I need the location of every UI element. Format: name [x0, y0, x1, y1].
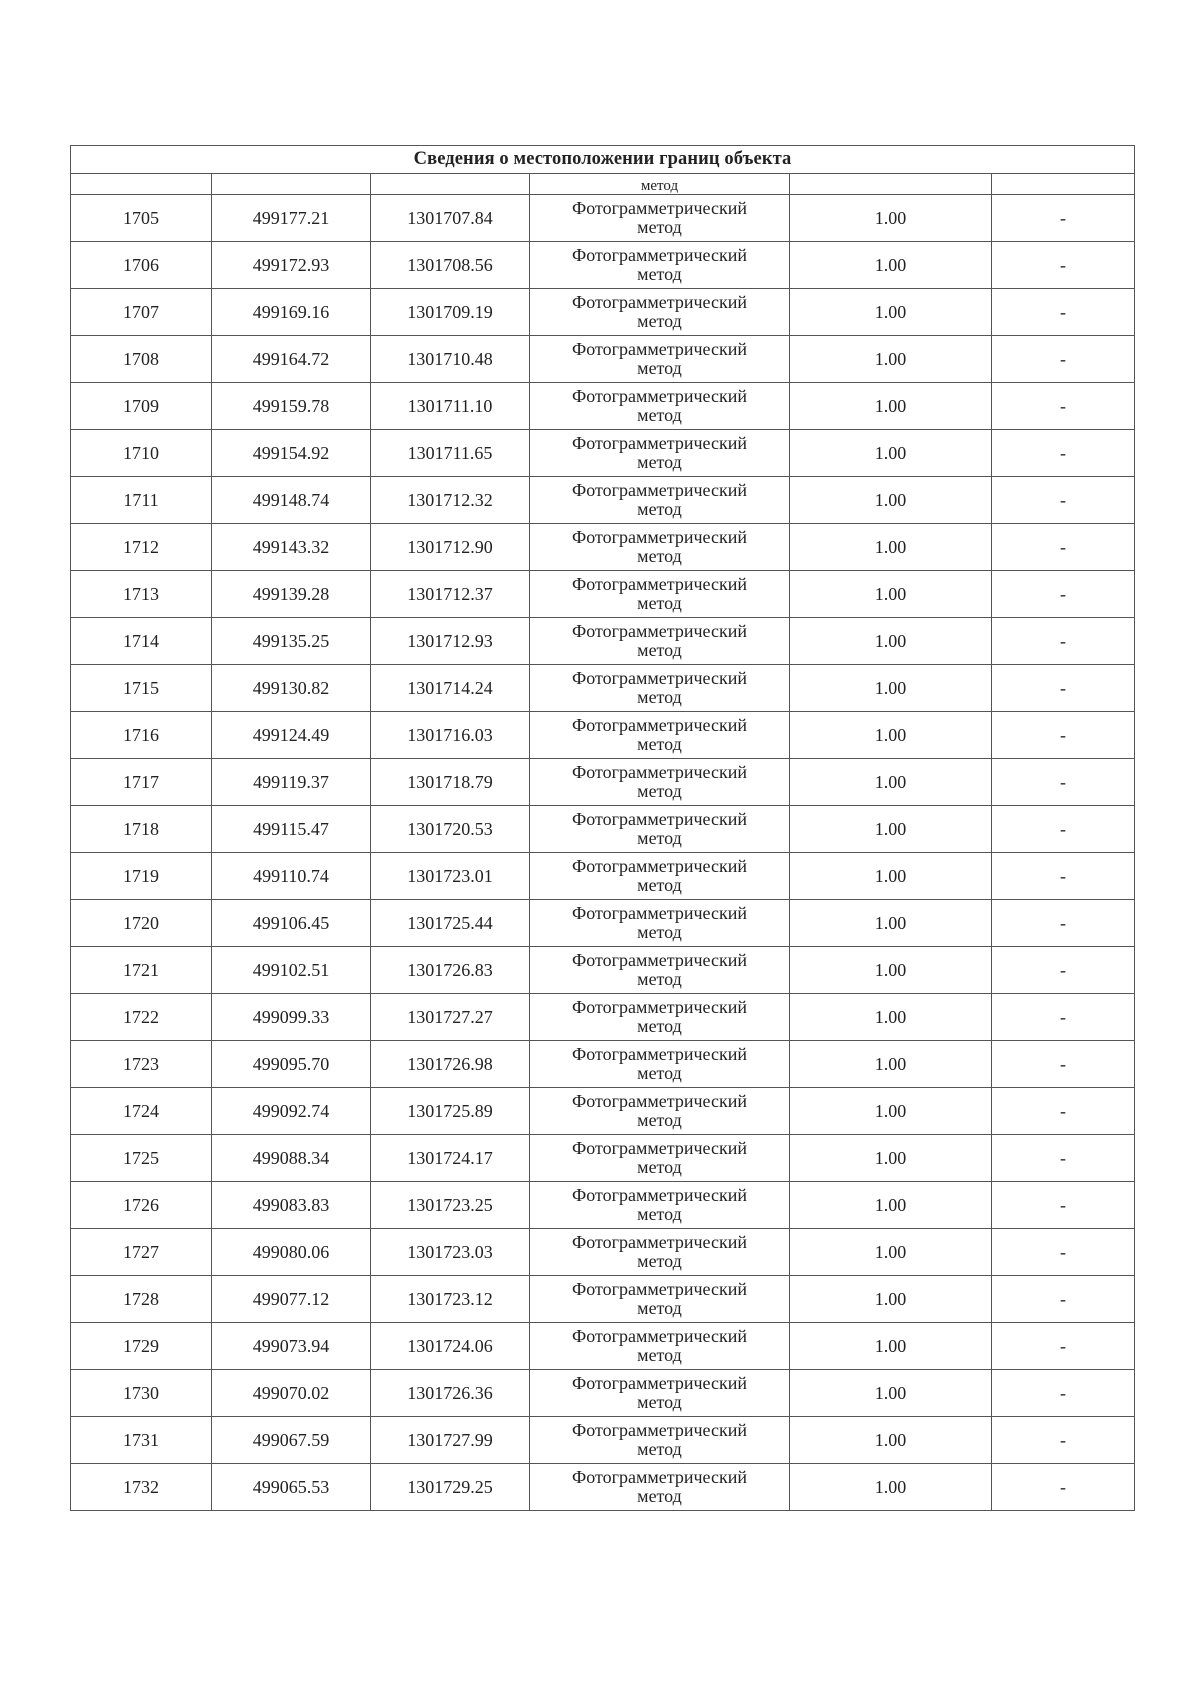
y-coordinate-cell: 1301725.89 — [371, 1088, 530, 1135]
method-line-2: метод — [637, 452, 682, 472]
method-cell — [530, 383, 790, 430]
accuracy-cell: 1.00 — [790, 571, 992, 618]
accuracy-cell: 1.00 — [790, 1182, 992, 1229]
x-coordinate-cell: 499130.82 — [212, 665, 371, 712]
method-line-2: метод — [637, 687, 682, 707]
point-number-cell: 1714 — [71, 618, 212, 665]
description-cell: - — [992, 712, 1135, 759]
method-cell — [530, 759, 790, 806]
method-line-2: метод — [637, 1298, 682, 1318]
description-cell: - — [992, 242, 1135, 289]
table-row — [71, 947, 1135, 994]
method-cell — [530, 1464, 790, 1511]
y-coordinate-cell: 1301724.17 — [371, 1135, 530, 1182]
accuracy-cell: 1.00 — [790, 1417, 992, 1464]
table-row — [71, 1370, 1135, 1417]
method-cell — [530, 289, 790, 336]
accuracy-cell: 1.00 — [790, 242, 992, 289]
method-line-1: Фотограмметрический — [572, 433, 747, 453]
description-cell: - — [992, 1088, 1135, 1135]
x-coordinate-cell: 499110.74 — [212, 853, 371, 900]
description-cell: - — [992, 1135, 1135, 1182]
accuracy-cell: 1.00 — [790, 1323, 992, 1370]
method-line-2: метод — [637, 1110, 682, 1130]
table-row — [71, 1088, 1135, 1135]
point-number-cell: 1724 — [71, 1088, 212, 1135]
description-cell: - — [992, 1229, 1135, 1276]
description-cell: - — [992, 195, 1135, 242]
method-cell — [530, 336, 790, 383]
x-coordinate-cell: 499143.32 — [212, 524, 371, 571]
y-coordinate-cell: 1301712.93 — [371, 618, 530, 665]
accuracy-cell: 1.00 — [790, 853, 992, 900]
x-coordinate-cell: 499106.45 — [212, 900, 371, 947]
point-number-cell: 1711 — [71, 477, 212, 524]
y-coordinate-cell: 1301723.25 — [371, 1182, 530, 1229]
table-row — [71, 665, 1135, 712]
method-line-1: Фотограмметрический — [572, 1185, 747, 1205]
method-line-2: метод — [637, 640, 682, 660]
continuation-cell — [371, 174, 530, 195]
y-coordinate-cell: 1301712.37 — [371, 571, 530, 618]
y-coordinate-cell: 1301711.10 — [371, 383, 530, 430]
method-line-2: метод — [637, 875, 682, 895]
method-line-1: Фотограмметрический — [572, 762, 747, 782]
method-cell — [530, 853, 790, 900]
y-coordinate-cell: 1301709.19 — [371, 289, 530, 336]
method-line-1: Фотограмметрический — [572, 1044, 747, 1064]
table-row — [71, 289, 1135, 336]
table-row — [71, 806, 1135, 853]
description-cell: - — [992, 1041, 1135, 1088]
x-coordinate-cell: 499065.53 — [212, 1464, 371, 1511]
point-number-cell: 1719 — [71, 853, 212, 900]
description-cell: - — [992, 383, 1135, 430]
method-line-2: метод — [637, 734, 682, 754]
y-coordinate-cell: 1301723.01 — [371, 853, 530, 900]
description-cell: - — [992, 806, 1135, 853]
accuracy-cell: 1.00 — [790, 994, 992, 1041]
method-cell — [530, 1182, 790, 1229]
x-coordinate-cell: 499095.70 — [212, 1041, 371, 1088]
table-row — [71, 1135, 1135, 1182]
method-line-1: Фотограмметрический — [572, 198, 747, 218]
table-row — [71, 383, 1135, 430]
y-coordinate-cell: 1301727.99 — [371, 1417, 530, 1464]
accuracy-cell: 1.00 — [790, 1276, 992, 1323]
method-line-1: Фотограмметрический — [572, 856, 747, 876]
point-number-cell: 1707 — [71, 289, 212, 336]
x-coordinate-cell: 499070.02 — [212, 1370, 371, 1417]
point-number-cell: 1715 — [71, 665, 212, 712]
table-row — [71, 759, 1135, 806]
table-row — [71, 1323, 1135, 1370]
x-coordinate-cell: 499169.16 — [212, 289, 371, 336]
x-coordinate-cell: 499088.34 — [212, 1135, 371, 1182]
method-cell — [530, 1135, 790, 1182]
description-cell: - — [992, 618, 1135, 665]
method-cell — [530, 1229, 790, 1276]
accuracy-cell: 1.00 — [790, 1135, 992, 1182]
x-coordinate-cell: 499177.21 — [212, 195, 371, 242]
method-line-1: Фотограмметрический — [572, 574, 747, 594]
description-cell: - — [992, 430, 1135, 477]
method-line-1: Фотограмметрический — [572, 715, 747, 735]
x-coordinate-cell: 499139.28 — [212, 571, 371, 618]
table-row — [71, 477, 1135, 524]
x-coordinate-cell: 499083.83 — [212, 1182, 371, 1229]
y-coordinate-cell: 1301712.90 — [371, 524, 530, 571]
method-line-2: метод — [637, 264, 682, 284]
method-line-2: метод — [637, 828, 682, 848]
method-line-1: Фотограмметрический — [572, 245, 747, 265]
method-line-1: Фотограмметрический — [572, 1326, 747, 1346]
method-line-1: Фотограмметрический — [572, 1091, 747, 1111]
method-line-2: метод — [637, 922, 682, 942]
method-line-2: метод — [637, 311, 682, 331]
accuracy-cell: 1.00 — [790, 1229, 992, 1276]
table-row — [71, 618, 1135, 665]
method-line-2: метод — [637, 358, 682, 378]
table-row — [71, 712, 1135, 759]
description-cell: - — [992, 289, 1135, 336]
point-number-cell: 1709 — [71, 383, 212, 430]
method-line-2: метод — [637, 217, 682, 237]
point-number-cell: 1706 — [71, 242, 212, 289]
table-row — [71, 853, 1135, 900]
point-number-cell: 1730 — [71, 1370, 212, 1417]
method-line-2: метод — [637, 1392, 682, 1412]
method-line-2: метод — [637, 969, 682, 989]
description-cell: - — [992, 1323, 1135, 1370]
y-coordinate-cell: 1301724.06 — [371, 1323, 530, 1370]
x-coordinate-cell: 499154.92 — [212, 430, 371, 477]
table-row — [71, 195, 1135, 242]
method-cell — [530, 1323, 790, 1370]
table-title-row — [71, 146, 1135, 174]
description-cell: - — [992, 571, 1135, 618]
continuation-cell — [71, 174, 212, 195]
point-number-cell: 1708 — [71, 336, 212, 383]
method-cell — [530, 806, 790, 853]
method-line-2: метод — [637, 1204, 682, 1224]
x-coordinate-cell: 499159.78 — [212, 383, 371, 430]
accuracy-cell: 1.00 — [790, 524, 992, 571]
x-coordinate-cell: 499080.06 — [212, 1229, 371, 1276]
table-row — [71, 1041, 1135, 1088]
y-coordinate-cell: 1301711.65 — [371, 430, 530, 477]
accuracy-cell: 1.00 — [790, 947, 992, 994]
method-line-2: метод — [637, 1486, 682, 1506]
y-coordinate-cell: 1301729.25 — [371, 1464, 530, 1511]
point-number-cell: 1732 — [71, 1464, 212, 1511]
accuracy-cell: 1.00 — [790, 900, 992, 947]
table-row — [71, 524, 1135, 571]
method-cell — [530, 1417, 790, 1464]
point-number-cell: 1723 — [71, 1041, 212, 1088]
x-coordinate-cell: 499092.74 — [212, 1088, 371, 1135]
method-line-2: метод — [637, 405, 682, 425]
continuation-row — [71, 174, 1135, 195]
method-cell — [530, 665, 790, 712]
point-number-cell: 1727 — [71, 1229, 212, 1276]
point-number-cell: 1729 — [71, 1323, 212, 1370]
method-cell — [530, 242, 790, 289]
method-line-1: Фотограмметрический — [572, 339, 747, 359]
table-title: Сведения о местоположении границ объекта — [71, 146, 1135, 174]
accuracy-cell: 1.00 — [790, 289, 992, 336]
y-coordinate-cell: 1301707.84 — [371, 195, 530, 242]
x-coordinate-cell: 499119.37 — [212, 759, 371, 806]
x-coordinate-cell: 499135.25 — [212, 618, 371, 665]
y-coordinate-cell: 1301714.24 — [371, 665, 530, 712]
method-line-2: метод — [637, 781, 682, 801]
point-number-cell: 1721 — [71, 947, 212, 994]
accuracy-cell: 1.00 — [790, 1088, 992, 1135]
method-line-1: Фотограмметрический — [572, 1373, 747, 1393]
x-coordinate-cell: 499148.74 — [212, 477, 371, 524]
y-coordinate-cell: 1301725.44 — [371, 900, 530, 947]
point-number-cell: 1726 — [71, 1182, 212, 1229]
point-number-cell: 1728 — [71, 1276, 212, 1323]
x-coordinate-cell: 499164.72 — [212, 336, 371, 383]
method-line-1: Фотограмметрический — [572, 527, 747, 547]
x-coordinate-cell: 499124.49 — [212, 712, 371, 759]
method-cell — [530, 430, 790, 477]
description-cell: - — [992, 1182, 1135, 1229]
method-line-1: Фотограмметрический — [572, 621, 747, 641]
point-number-cell: 1731 — [71, 1417, 212, 1464]
description-cell: - — [992, 994, 1135, 1041]
accuracy-cell: 1.00 — [790, 1464, 992, 1511]
continuation-cell — [212, 174, 371, 195]
method-line-2: метод — [637, 1251, 682, 1271]
x-coordinate-cell: 499102.51 — [212, 947, 371, 994]
method-line-2: метод — [637, 499, 682, 519]
method-line-1: Фотограмметрический — [572, 1138, 747, 1158]
table-row — [71, 994, 1135, 1041]
method-line-1: Фотограмметрический — [572, 1420, 747, 1440]
point-number-cell: 1725 — [71, 1135, 212, 1182]
accuracy-cell: 1.00 — [790, 618, 992, 665]
point-number-cell: 1718 — [71, 806, 212, 853]
description-cell: - — [992, 853, 1135, 900]
method-cell — [530, 900, 790, 947]
description-cell: - — [992, 524, 1135, 571]
method-line-2: метод — [637, 1063, 682, 1083]
table-row — [71, 1417, 1135, 1464]
method-line-1: Фотограмметрический — [572, 1467, 747, 1487]
method-line-2: метод — [637, 1016, 682, 1036]
y-coordinate-cell: 1301716.03 — [371, 712, 530, 759]
table-row — [71, 430, 1135, 477]
description-cell: - — [992, 900, 1135, 947]
accuracy-cell: 1.00 — [790, 477, 992, 524]
method-line-1: Фотограмметрический — [572, 997, 747, 1017]
accuracy-cell: 1.00 — [790, 336, 992, 383]
method-cell — [530, 947, 790, 994]
accuracy-cell: 1.00 — [790, 759, 992, 806]
method-line-2: метод — [637, 1439, 682, 1459]
method-line-1: Фотограмметрический — [572, 950, 747, 970]
method-line-1: Фотограмметрический — [572, 1232, 747, 1252]
description-cell: - — [992, 1417, 1135, 1464]
point-number-cell: 1705 — [71, 195, 212, 242]
method-line-1: Фотограмметрический — [572, 903, 747, 923]
point-number-cell: 1722 — [71, 994, 212, 1041]
point-number-cell: 1720 — [71, 900, 212, 947]
table-row — [71, 242, 1135, 289]
y-coordinate-cell: 1301723.12 — [371, 1276, 530, 1323]
y-coordinate-cell: 1301726.83 — [371, 947, 530, 994]
method-line-2: метод — [637, 1157, 682, 1177]
method-cell — [530, 1041, 790, 1088]
description-cell: - — [992, 477, 1135, 524]
y-coordinate-cell: 1301712.32 — [371, 477, 530, 524]
boundary-coordinates-table — [70, 145, 1135, 1511]
method-line-1: Фотограмметрический — [572, 809, 747, 829]
point-number-cell: 1717 — [71, 759, 212, 806]
description-cell: - — [992, 665, 1135, 712]
continuation-cell — [992, 174, 1135, 195]
accuracy-cell: 1.00 — [790, 665, 992, 712]
description-cell: - — [992, 1370, 1135, 1417]
method-line-2: метод — [637, 546, 682, 566]
method-cell — [530, 1088, 790, 1135]
x-coordinate-cell: 499172.93 — [212, 242, 371, 289]
description-cell: - — [992, 336, 1135, 383]
method-line-1: Фотограмметрический — [572, 386, 747, 406]
method-line-2: метод — [637, 1345, 682, 1365]
table-row — [71, 336, 1135, 383]
x-coordinate-cell: 499115.47 — [212, 806, 371, 853]
method-cell — [530, 618, 790, 665]
point-number-cell: 1712 — [71, 524, 212, 571]
point-number-cell: 1710 — [71, 430, 212, 477]
description-cell: - — [992, 947, 1135, 994]
accuracy-cell: 1.00 — [790, 1041, 992, 1088]
y-coordinate-cell: 1301723.03 — [371, 1229, 530, 1276]
method-cell — [530, 1276, 790, 1323]
accuracy-cell: 1.00 — [790, 806, 992, 853]
table-row — [71, 571, 1135, 618]
method-cell — [530, 1370, 790, 1417]
y-coordinate-cell: 1301718.79 — [371, 759, 530, 806]
y-coordinate-cell: 1301708.56 — [371, 242, 530, 289]
x-coordinate-cell: 499099.33 — [212, 994, 371, 1041]
table-row — [71, 1229, 1135, 1276]
method-cell — [530, 524, 790, 571]
method-line-2: метод — [637, 593, 682, 613]
table-row — [71, 1182, 1135, 1229]
x-coordinate-cell: 499077.12 — [212, 1276, 371, 1323]
point-number-cell: 1713 — [71, 571, 212, 618]
table-row — [71, 900, 1135, 947]
description-cell: - — [992, 1276, 1135, 1323]
point-number-cell: 1716 — [71, 712, 212, 759]
y-coordinate-cell: 1301710.48 — [371, 336, 530, 383]
x-coordinate-cell: 499067.59 — [212, 1417, 371, 1464]
accuracy-cell: 1.00 — [790, 430, 992, 477]
continuation-cell — [790, 174, 992, 195]
table-row — [71, 1276, 1135, 1323]
continuation-method-cell: метод — [530, 174, 790, 195]
accuracy-cell: 1.00 — [790, 1370, 992, 1417]
description-cell: - — [992, 759, 1135, 806]
method-cell — [530, 712, 790, 759]
description-cell: - — [992, 1464, 1135, 1511]
y-coordinate-cell: 1301726.36 — [371, 1370, 530, 1417]
table-row — [71, 1464, 1135, 1511]
method-line-1: Фотограмметрический — [572, 292, 747, 312]
method-cell — [530, 477, 790, 524]
accuracy-cell: 1.00 — [790, 712, 992, 759]
method-cell — [530, 195, 790, 242]
accuracy-cell: 1.00 — [790, 383, 992, 430]
y-coordinate-cell: 1301726.98 — [371, 1041, 530, 1088]
y-coordinate-cell: 1301720.53 — [371, 806, 530, 853]
method-line-1: Фотограмметрический — [572, 668, 747, 688]
accuracy-cell: 1.00 — [790, 195, 992, 242]
method-line-1: Фотограмметрический — [572, 1279, 747, 1299]
y-coordinate-cell: 1301727.27 — [371, 994, 530, 1041]
method-cell — [530, 571, 790, 618]
method-cell — [530, 994, 790, 1041]
x-coordinate-cell: 499073.94 — [212, 1323, 371, 1370]
method-line-1: Фотограмметрический — [572, 480, 747, 500]
